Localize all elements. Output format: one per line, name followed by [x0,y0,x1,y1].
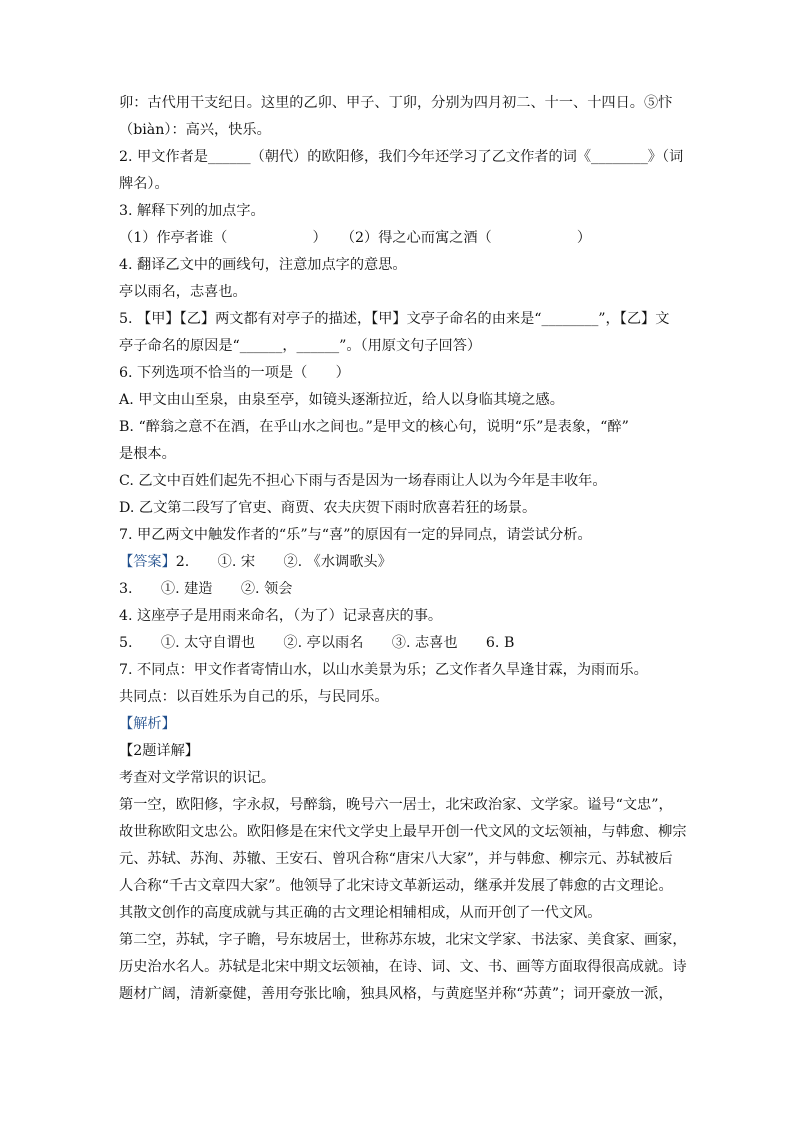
option-d: D. 乙文第二段写了官吏、商贾、农夫庆贺下雨时欣喜若狂的场景。 [119,500,537,516]
detail-line: 题材广阔，清新豪健，善用夸张比喻，独具风格，与黄庭坚并称“苏黄”；词开豪放一派， [119,986,673,1002]
analysis-tag: 【解析】 [119,716,176,732]
answer-5-6: 5. ①. 太守自谓也 ②. 亭以雨名 ③. 志喜也 6. B [119,635,515,651]
answer-2: 2. ①. 宋 ②. 《水调歌头》 [175,554,392,570]
answer-7-cont: 共同点：以百姓乐为自己的乐，与民同乐。 [119,689,389,705]
question-2: 2. 甲文作者是______（朝代）的欧阳修，我们今年还学习了乙文作者的词《________》（词 [119,149,684,165]
question-2-cont: 牌名）。 [119,176,169,192]
detail-heading: 【2题详解】 [119,743,199,759]
annotation-line: 卯：古代用干支纪日。这里的乙卯、甲子、丁卯，分别为四月初二、十一、十四日。⑤忭 [119,95,673,111]
question-3: 3. 解释下列的加点字。 [119,203,265,219]
answer-line [119,549,679,576]
option-b: B. “醉翁之意不在酒，在乎山水之间也。”是甲文的核心句，说明“乐”是表象，“醉” [119,419,629,435]
detail-line: 考查对文学常识的识记。 [119,770,276,786]
annotation-line: （biàn）：高兴，快乐。 [119,122,271,138]
question-7: 7. 甲乙两文中触发作者的“乐”与“喜”的原因有一定的异同点，请尝试分析。 [119,527,592,543]
detail-line: 元、苏轼、苏洵、苏辙、王安石、曾巩合称“唐宋八大家”，并与韩愈、柳宗元、苏轼被后 [119,851,673,867]
question-6: 6. 下列选项不恰当的一项是（ ） [119,365,350,381]
detail-line: 人合称“千古文章四大家”。他领导了北宋诗文革新运动，继承并发展了韩愈的古文理论。 [119,878,673,894]
detail-line: 故世称欧阳文忠公。欧阳修是在宋代文学史上最早开创一代文风的文坛领袖，与韩愈、柳宗 [119,824,687,840]
answer-7: 7. 不同点：甲文作者寄情山水，以山水美景为乐；乙文作者久旱逢甘霖，为雨而乐。 [119,662,648,678]
option-a: A. 甲文由山至泉，由泉至亭，如镜头逐渐拉近，给人以身临其境之感。 [119,392,564,408]
question-4-sentence: 亭以雨名，志喜也。 [119,284,247,300]
detail-line: 历史治水名人。苏轼是北宋中期文坛领袖，在诗、词、文、书、画等方面取得很高成就。诗 [119,959,687,975]
detail-line: 第一空，欧阳修，字永叔，号醉翁，晚号六一居士，北宋政治家、文学家。谥号“文忠”， [119,797,673,813]
detail-line: 其散文创作的高度成就与其正确的古文理论相辅相成，从而开创了一代文风。 [119,905,602,921]
question-3-items: （1）作亭者谁（ ） （2）得之心而寓之酒（ ） [119,230,592,246]
option-b-cont: 是根本。 [119,446,176,462]
answer-4: 4. 这座亭子是用雨来命名，（为了）记录喜庆的事。 [119,608,443,624]
question-5: 5. 【甲】【乙】两文都有对亭子的描述，【甲】文亭子命名的由来是“________”，【乙】文 [119,311,670,327]
question-4: 4. 翻译乙文中的画线句，注意加点字的意思。 [119,257,407,273]
question-5-cont: 亭子命名的原因是“______，______”。（用原文句子回答） [119,338,482,354]
detail-line: 第二空，苏轼，字子瞻，号东坡居士，世称苏东坡，北宋文学家、书法家、美食家、画家， [119,932,687,948]
document-page [119,90,687,1008]
option-c: C. 乙文中百姓们起先不担心下雨与否是因为一场春雨让人以为今年是丰收年。 [119,473,607,489]
answer-3: 3. ①. 建造 ②. 领会 [119,581,293,597]
answer-tag: 【答案】 [119,554,176,570]
